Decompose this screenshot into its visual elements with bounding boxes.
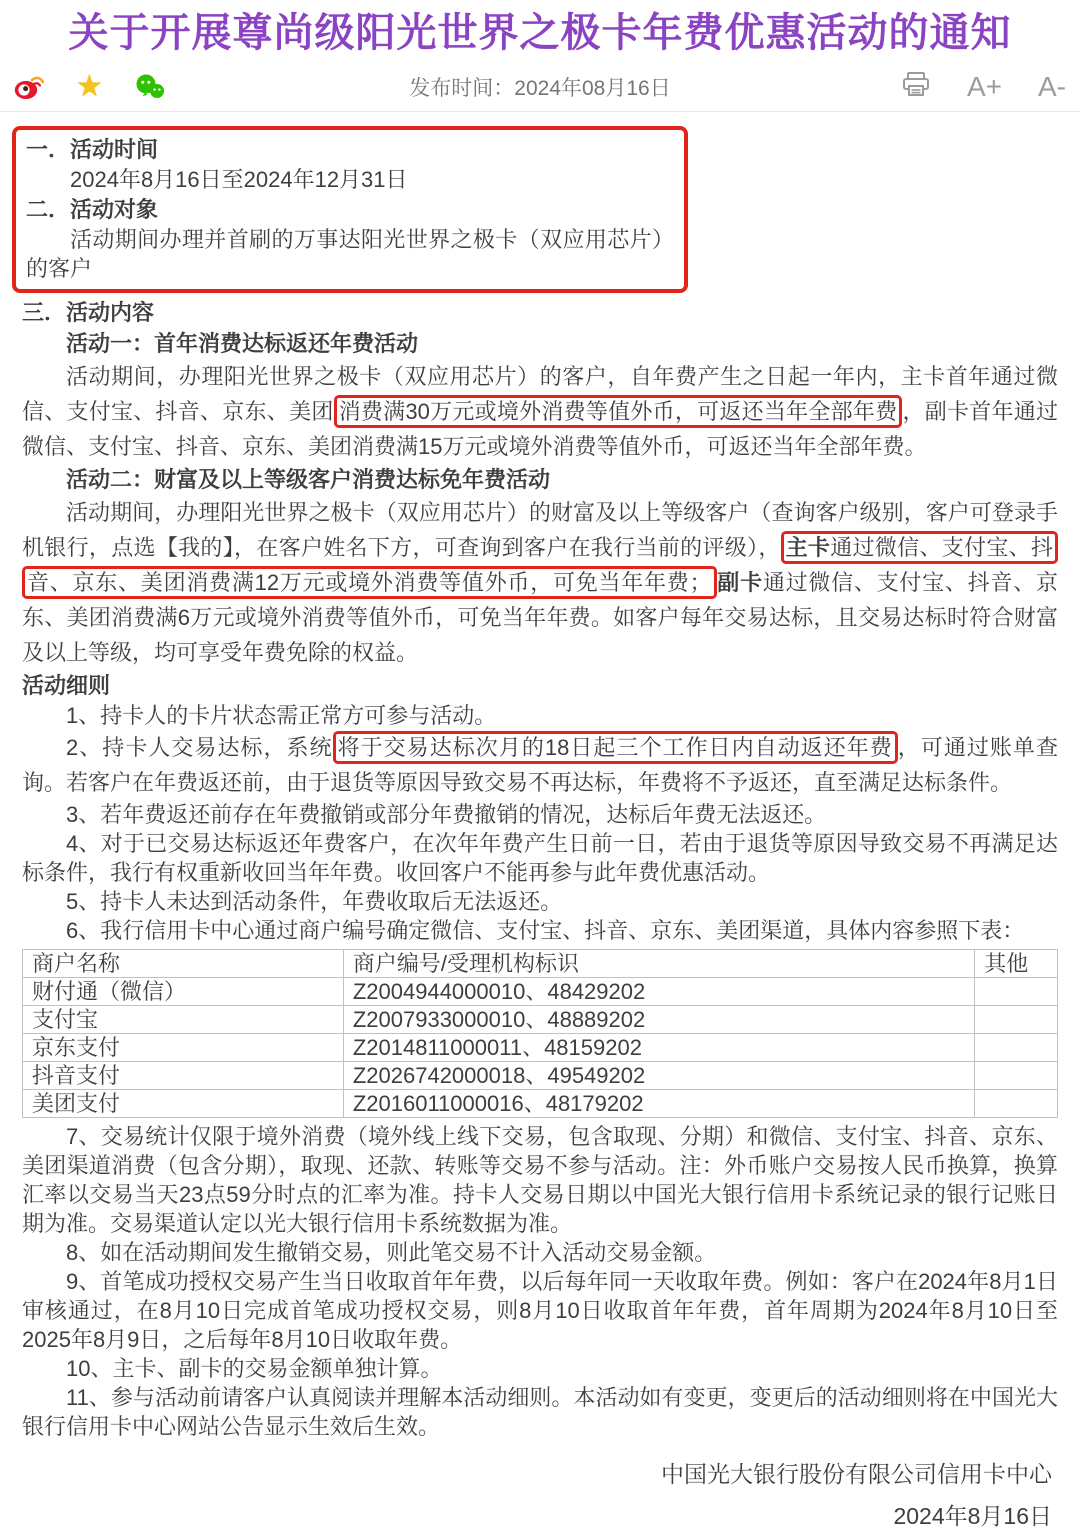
section-1-body: 2024年8月16日至2024年12月31日: [70, 167, 408, 192]
merchant-codes: Z2014811000011、48159202: [343, 1034, 974, 1062]
activity-2-text-post: 通过微信、支付宝、抖音、京东、美团消费满6万元或境外消费等值外币，可免当年年费。如客户每年交易达标，且交易达标时符合财富及以上等级，均可享受年费免除的权益。: [22, 570, 1058, 665]
merchant-codes: Z2026742000018、49549202: [343, 1062, 974, 1090]
share-icons: [14, 69, 167, 103]
section-3-heading: 三．活动内容: [22, 300, 155, 325]
rule-8: 8、如在活动期间发生撤销交易，则此笔交易不计入活动交易金额。: [66, 1240, 717, 1265]
merchant-codes: Z2016011000016、48179202: [343, 1090, 974, 1118]
activity-2-boxed-text: 通过微信、支付宝、抖音、京东、美团消费满12万元或境外消费等值外币，可免当年年费；: [27, 535, 1053, 595]
merchant-name: 京东支付: [23, 1034, 344, 1062]
merchant-other: [975, 1034, 1058, 1062]
activity-1-paragraph: [22, 359, 1058, 464]
highlight-activity-1: 消费满30万元或境外消费等值外币，可返还当年全部年费: [334, 395, 903, 428]
table-row: [23, 1062, 1058, 1090]
toolbar: [0, 62, 1080, 112]
rule-2: [22, 730, 1058, 800]
activity-2-text-pre: 活动期间，办理阳光世界之极卡（双应用芯片）的财富及以上等级客户（查询客户级别，客户可登录手机银行，点选【我的】，在客户姓名下方，可查询到客户在我行当前的评级），: [22, 500, 1058, 560]
merchant-other: [975, 1062, 1058, 1090]
font-increase-button[interactable]: A+: [966, 70, 1002, 102]
merchant-codes: Z2007933000010、48889202: [343, 1006, 974, 1034]
weibo-share-icon[interactable]: [14, 73, 44, 100]
issue-date: 2024年8月16日: [893, 1503, 1052, 1529]
merchant-other: [975, 1006, 1058, 1034]
rule-3: 3、若年费返还前存在年费撤销或部分年费撤销的情况，达标后年费无法返还。: [66, 802, 827, 827]
wechat-share-icon[interactable]: [135, 73, 167, 101]
merchant-name: 支付宝: [23, 1006, 344, 1034]
col-header-merchant-codes: 商户编号/受理机构标识: [343, 950, 974, 978]
font-decrease-button[interactable]: A-: [1038, 70, 1066, 102]
activity-1-text-post: ，副卡首年通过微信、支付宝、抖音、京东、美团消费满15万元或境外消费等值外币，可返还当年全部年费。: [22, 399, 1058, 459]
page-title: 关于开展尊尚级阳光世界之极卡年费优惠活动的通知: [68, 11, 1012, 55]
rule-5: 5、持卡人未达到活动条件，年费收取后无法返还。: [66, 889, 563, 914]
merchant-other: [975, 1090, 1058, 1118]
qzone-share-icon[interactable]: ★: [76, 69, 103, 103]
toolbar-tools: [901, 70, 1066, 103]
merchant-table-header-row: [23, 950, 1058, 978]
supplementary-card-label: 副卡: [716, 570, 763, 595]
primary-card-label: 主卡: [785, 535, 831, 560]
rule-7: 7、交易统计仅限于境外消费（境外线上线下交易，包含取现、分期）和微信、支付宝、抖音、京东、美团渠道消费（包含分期），取现、还款、转账等交易不参与活动。注：外币账户交易按人民币换算，换算汇率以交易当天23点59分时点的汇率为准。持卡人交易日期以中国光大银行信用卡系统记录的银行记账日期为准。交易渠道认定以光大银行信用卡系统数据为准。: [22, 1124, 1058, 1236]
rule-2-text-pre: 2、持卡人交易达标，系统: [66, 735, 333, 760]
section-2-body: 活动期间办理并首刷的万事达阳光世界之极卡（双应用芯片）的客户: [26, 227, 674, 281]
rule-6: 6、我行信用卡中心通过商户编号确定微信、支付宝、抖音、京东、美团渠道，具体内容参照下表：: [66, 918, 1025, 943]
section-2-heading: 二．活动对象: [26, 197, 159, 222]
merchant-other: [975, 978, 1058, 1006]
merchant-codes: Z2004944000010、48429202: [343, 978, 974, 1006]
activity-2-heading: 活动二：财富及以上等级客户消费达标免年费活动: [66, 467, 551, 492]
table-row: [23, 978, 1058, 1006]
rule-4: 4、对于已交易达标返还年费客户，在次年年费产生日前一日，若由于退货等原因导致交易不再满足达标条件，我行有权重新收回当年年费。收回客户不能再参与此年费优惠活动。: [22, 831, 1058, 885]
issuer-name: 中国光大银行股份有限公司信用卡中心: [661, 1461, 1052, 1487]
col-header-other: 其他: [975, 950, 1058, 978]
rule-1: 1、持卡人的卡片状态需正常方可参与活动。: [66, 703, 497, 728]
activity-1-heading: 活动一：首年消费达标返还年费活动: [66, 331, 419, 356]
rule-11: 11、参与活动前请客户认真阅读并理解本活动细则。本活动如有变更，变更后的活动细则将在中国光大银行信用卡中心网站公告显示生效后生效。: [22, 1385, 1058, 1439]
section-1-heading: 一．活动时间: [26, 137, 159, 162]
signature-block: [22, 1453, 1058, 1537]
merchant-name: 财付通（微信）: [23, 978, 344, 1006]
col-header-merchant-name: 商户名称: [23, 950, 344, 978]
notice-body: [0, 112, 1080, 1537]
publish-date: 发布时间：2024年08月16日: [409, 76, 671, 100]
rule-10: 10、主卡、副卡的交易金额单独计算。: [66, 1356, 443, 1381]
highlight-box-sections: [12, 126, 688, 293]
table-row: [23, 1034, 1058, 1062]
rule-2-text-post: ，可通过账单查询。若客户在年费返还前，由于退货等原因导致交易不再达标，年费将不予返还，直至满足达标条件。: [22, 735, 1058, 795]
activity-2-paragraph: [22, 495, 1058, 670]
merchant-table: [22, 949, 1058, 1118]
merchant-name: 美团支付: [23, 1090, 344, 1118]
activity-1-text-pre: 活动期间，办理阳光世界之极卡（双应用芯片）的客户，自年费产生之日起一年内，主卡首年通过微信、支付宝、抖音、京东、美团: [22, 364, 1058, 424]
rule-9: 9、首笔成功授权交易产生当日收取首年年费，以后每年同一天收取年费。例如：客户在2024年8月1日审核通过，在8月10日完成首笔成功授权交易，则8月10日收取首年年费，首年周期为2024年8月10日至2025年8月9日，之后每年8月10日收取年费。: [22, 1269, 1058, 1352]
table-row: [23, 1006, 1058, 1034]
merchant-name: 抖音支付: [23, 1062, 344, 1090]
print-icon[interactable]: [901, 70, 931, 103]
rules-heading: 活动细则: [22, 673, 111, 698]
highlight-rule-2: 将于交易达标次月的18日起三个工作日内自动返还年费: [333, 731, 898, 764]
table-row: [23, 1090, 1058, 1118]
